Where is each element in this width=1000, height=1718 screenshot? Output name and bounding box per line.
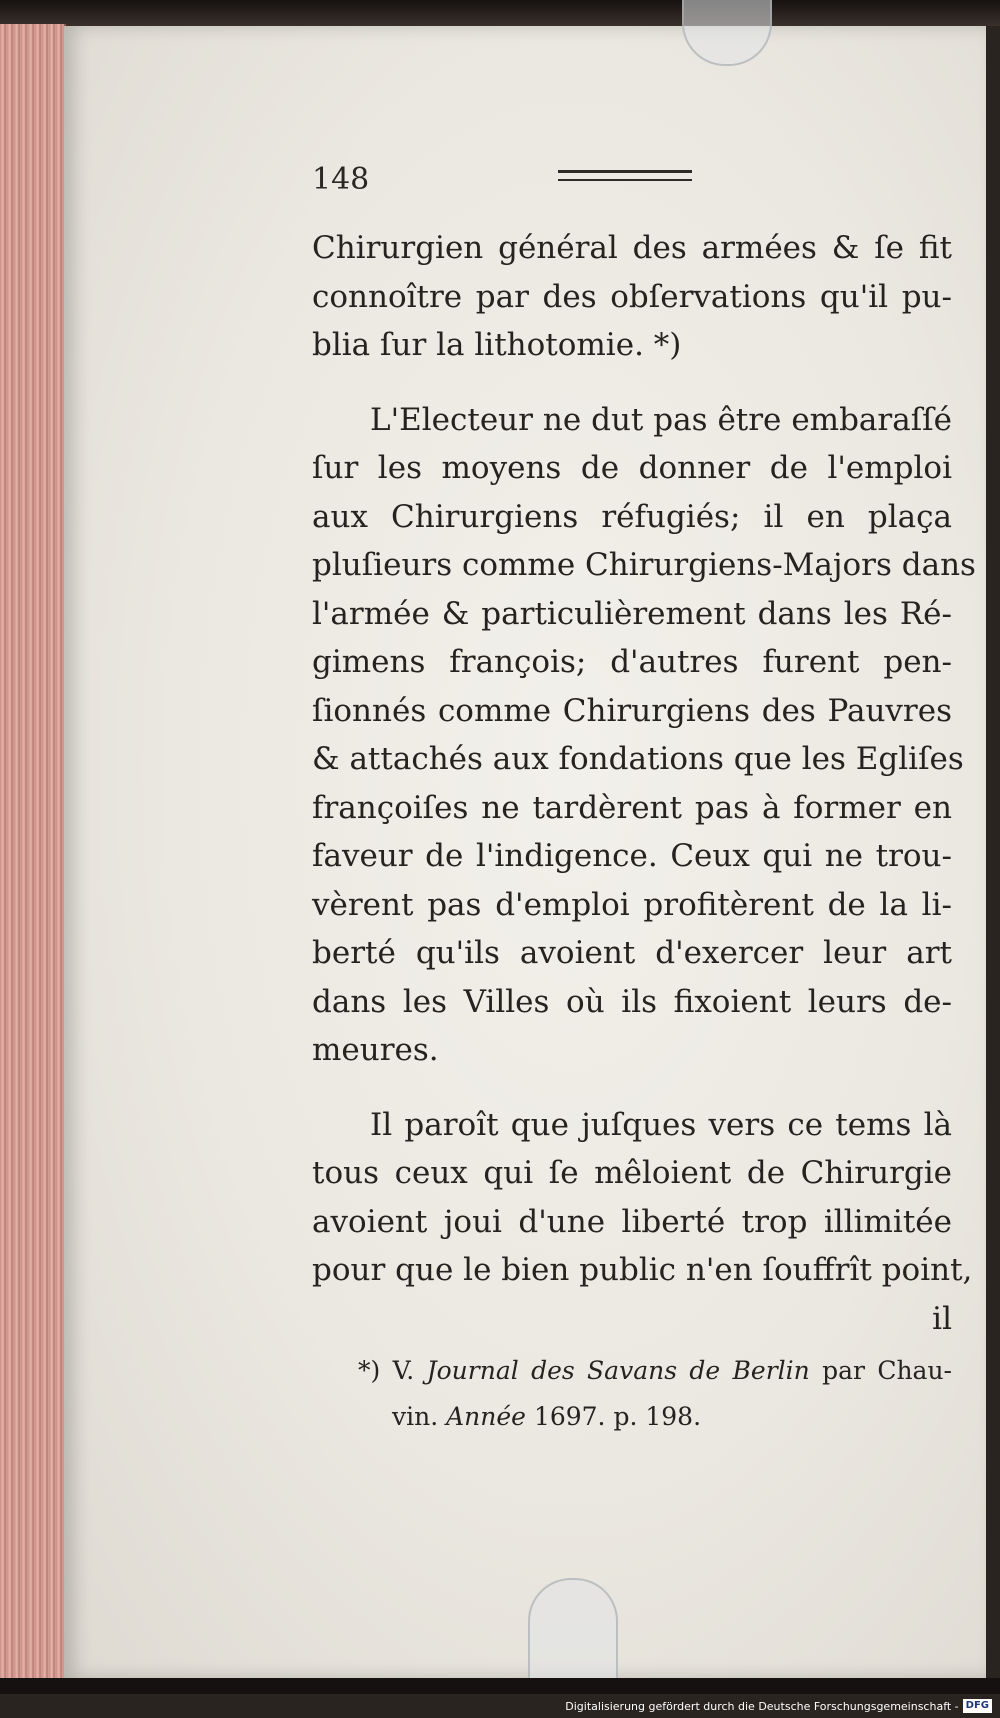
- text-line: gimens françois; d'autres furent pen-: [312, 644, 952, 680]
- text-line: avoient joui d'une liberté trop illimitée: [312, 1203, 952, 1240]
- text-line: Il paroît que juſques vers ce tems là: [370, 1106, 952, 1143]
- text-line: aux Chirurgiens réfugiés; il en plaça: [312, 498, 952, 535]
- scan-top-edge: [0, 0, 1000, 26]
- book-page-edges: [0, 24, 66, 1684]
- footnote: [312, 1348, 952, 1440]
- text-line: L'Electeur ne dut pas être embaraſſé: [370, 401, 952, 438]
- text-line: connoître par des obſervations qu'il pu-: [312, 278, 952, 315]
- text-line: & attachés aux fondations que les Egliſes: [312, 741, 964, 777]
- text-line: dans les Villes où ils fixoient leurs de-: [312, 983, 952, 1020]
- text-line: pour que le bien public n'en ſouffrît point,: [312, 1252, 973, 1288]
- text-line: l'armée & particulièrement dans les Ré-: [312, 595, 952, 632]
- text-line: berté qu'ils avoient d'exercer leur art: [312, 935, 952, 971]
- text-line: meures.: [312, 1032, 439, 1068]
- text-line: pluſieurs comme Chirurgiens-Majors dans: [312, 547, 976, 583]
- footnote-line-2: [312, 1394, 952, 1440]
- text-line: ſionnés comme Chirurgiens des Pauvres: [312, 692, 952, 729]
- footnote-year-page: 1697. p. 198.: [533, 1402, 702, 1431]
- text-line: vèrent pas d'emploi profitèrent de la li-: [312, 886, 952, 923]
- footnote-author: par Chau-: [822, 1356, 952, 1385]
- text-line: faveur de l'indigence. Ceux qui ne trou-: [312, 838, 952, 874]
- page-clip-bottom: [528, 1578, 618, 1684]
- footnote-author-end: vin.: [392, 1402, 439, 1431]
- scan-bottom-edge: [0, 1678, 1000, 1694]
- catchword: il: [932, 1300, 952, 1337]
- footnote-annee: Année: [446, 1402, 526, 1431]
- digitization-credit: [565, 1697, 992, 1715]
- dfg-logo: DFG: [963, 1699, 992, 1713]
- text-line: blia ſur la lithotomie. *): [312, 327, 682, 363]
- body-text: [312, 224, 976, 1343]
- text-line: Chirurgien général des armées & ſe fit: [312, 230, 952, 266]
- footnote-line-1: [312, 1348, 952, 1394]
- page-number: 148: [312, 162, 370, 197]
- footnote-marker: *) V.: [358, 1356, 415, 1385]
- footnote-journal-title: Journal des Savans de Berlin: [426, 1356, 810, 1385]
- text-line: françoiſes ne tardèrent pas à former en: [312, 789, 952, 826]
- page-header: [312, 162, 692, 202]
- paragraph-gap: [312, 1075, 952, 1101]
- credit-text: Digitalisierung gefördert durch die Deutsche Forschungsgemeinschaft -: [565, 1699, 959, 1713]
- text-line: ſur les moyens de donner de l'emploi: [312, 450, 952, 486]
- header-ornament-rule: [558, 170, 692, 181]
- paragraph-gap: [312, 370, 952, 396]
- text-line: tous ceux qui ſe mêloient de Chirurgie: [312, 1155, 952, 1191]
